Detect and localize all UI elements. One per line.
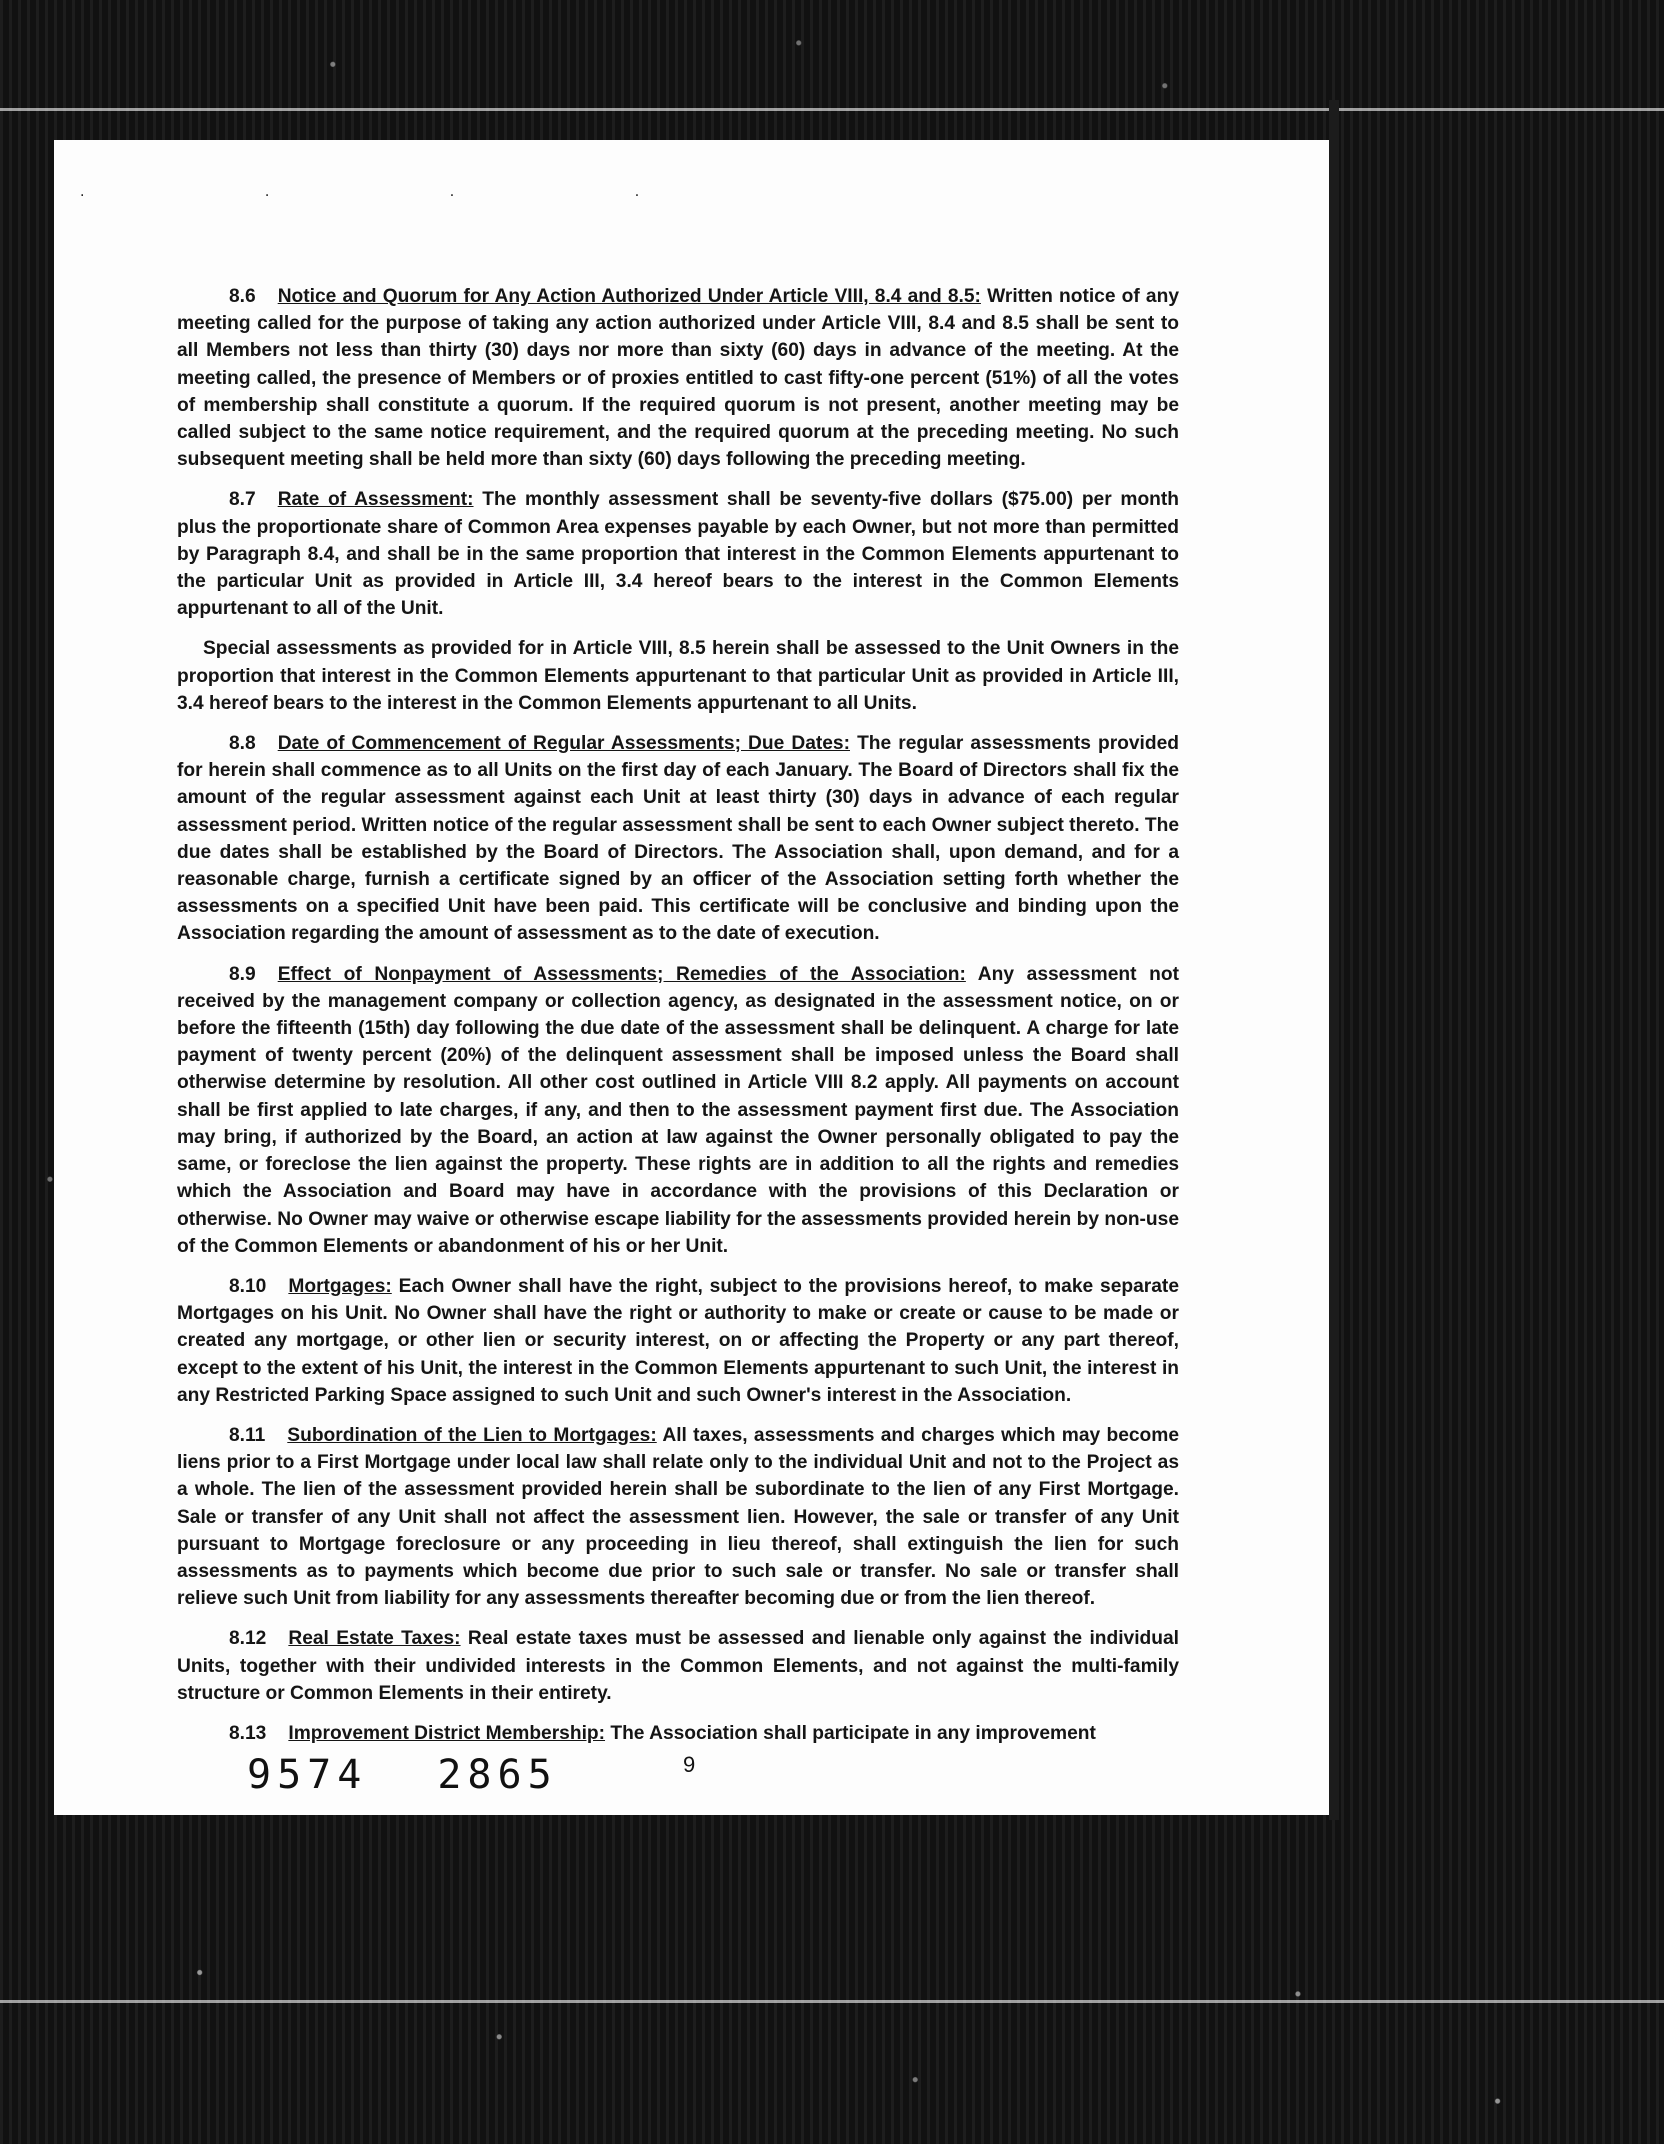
stray-marks: · · · ·	[80, 188, 728, 204]
section-text: Special assessments as provided for in Article VIII, 8.5 herein shall be assessed to the Unit Owners in the proportion that interest in the Common Elements appurtenant to that particular Unit as provided in Article III, 3.4 hereof bears to the interest in the Common Elements appurtenant to all Units.	[177, 638, 1179, 714]
page-edge-shadow	[1329, 100, 1339, 1820]
section-text: Any assessment not received by the management company or collection agency, as designated in the assessment notice, on or before the fifteenth (15th) day following the due date of the assessment shall be delinquent. A charge for late payment of twenty percent (20%) of the delinquent assessment shall be imposed unless the Board shall otherwise determine by resolution. All other cost outlined in Article VIII 8.2 apply. All payments on account shall be first applied to late charges, if any, and then to the assessment payment first due. The Association may bring, if authorized by the Board, an action at law against the Owner personally obligated to pay the same, or foreclose the lien against the property. These rights are in addition to all the rights and remedies which the Association and Board may have in accordance with the provisions of this Declaration or otherwise. No Owner may waive or otherwise escape liability for the assessments provided herein by non-use of the Common Elements or abandonment of his or her Unit.	[177, 963, 1179, 1257]
page-number: 9	[683, 1752, 696, 1777]
section-heading: Mortgages:	[288, 1275, 392, 1297]
scan-bottom-border	[0, 1818, 1664, 2144]
scan-streak	[0, 108, 1664, 111]
section-number: 8.9	[229, 963, 256, 985]
section-number: 8.6	[229, 286, 256, 307]
section-text: Each Owner shall have the right, subject to the provisions hereof, to make separate Mortgages on his Unit. No Owner shall have the right or authority to make or create or cause to be made or created any mortgage, or other lien or security interest, on or affecting the Property or any part thereof, except to the extent of his Unit, the interest in the Common Elements appurtenant to such Unit, the interest in any Restricted Parking Space assigned to such Unit and such Owner's interest in the Association.	[177, 1275, 1179, 1406]
paragraph-special-assessments	[177, 635, 1179, 717]
paragraph-8-11	[177, 1422, 1179, 1612]
section-number: 8.13	[229, 1722, 267, 1744]
section-number: 8.12	[229, 1628, 267, 1650]
section-number: 8.8	[229, 733, 256, 755]
recording-reference	[247, 1752, 628, 1798]
section-heading: Real Estate Taxes:	[288, 1628, 461, 1650]
section-text: Real estate taxes must be assessed and lienable only against the individual Units, together with their undivided interests in the Common Elements, and not against the multi-family structure or Common Elements in their entirety.	[177, 1628, 1180, 1704]
section-text: The Association shall participate in any improvement	[605, 1722, 1096, 1744]
book-number: 9574	[247, 1752, 368, 1798]
section-heading: Notice and Quorum for Any Action Authorized Under Article VIII, 8.4 and 8.5:	[277, 286, 981, 307]
paragraph-8-12	[177, 1625, 1179, 1707]
paragraph-8-7	[177, 486, 1179, 622]
section-text: The regular assessments provided for herein shall commence as to all Units on the first day of each January. The Board of Directors shall fix the amount of the regular assessment against each Unit at least thirty (30) days in advance of each regular assessment period. Written notice of the regular assessment shall be sent to each Owner subject thereto. The due dates shall be established by the Board of Directors. The Association shall, upon demand, and for a reasonable charge, furnish a certificate signed by an officer of the Association setting forth whether the assessments on a specified Unit have been paid. This certificate will be conclusive and binding upon the Association regarding the amount of assessment as to the date of execution.	[177, 733, 1180, 945]
document-body	[177, 283, 1179, 1760]
page-reference: 2865	[437, 1752, 558, 1798]
section-heading: Subordination of the Lien to Mortgages:	[287, 1424, 657, 1446]
paragraph-8-10	[177, 1273, 1179, 1409]
section-heading: Date of Commencement of Regular Assessments; Due Dates:	[277, 733, 850, 755]
paragraph-8-13	[177, 1720, 1179, 1747]
paragraph-8-6	[177, 283, 1179, 473]
section-number: 8.10	[229, 1275, 267, 1297]
paragraph-8-8	[177, 730, 1179, 948]
section-heading: Effect of Nonpayment of Assessments; Remedies of the Association:	[277, 963, 966, 985]
paragraph-8-9	[177, 961, 1179, 1260]
section-text: The monthly assessment shall be seventy-five dollars ($75.00) per month plus the proportionate share of Common Area expenses payable by each Owner, but not more than permitted by Paragraph 8.4, and shall be in the same proportion that interest in the Common Elements appurtenant to the particular Unit as provided in Article III, 3.4 hereof bears to the interest in the Common Elements appurtenant to all of the Unit.	[177, 489, 1180, 620]
section-heading: Improvement District Membership:	[288, 1722, 606, 1744]
section-text: All taxes, assessments and charges which may become liens prior to a First Mortgage under local law shall relate only to the individual Unit and not to the Project as a whole. The lien of the assessment provided herein shall be subordinate to the lien of any First Mortgage. Sale or transfer of any Unit shall not affect the assessment lien. However, the sale or transfer of any Unit pursuant to Mortgage foreclosure or any proceeding in lieu thereof, shall extinguish the lien for such assessments as to payments which become due prior to such sale or transfer. No sale or transfer shall relieve such Unit from liability for any assessments thereafter becoming due or from the lien thereof.	[177, 1424, 1179, 1610]
section-number: 8.11	[229, 1424, 266, 1446]
section-text: Written notice of any meeting called for the purpose of taking any action authorized under Article VIII, 8.4 and 8.5 shall be sent to all Members not less than thirty (30) days nor more than sixty (60) days in advance of the meeting. At the meeting called, the presence of Members or of proxies entitled to cast fifty-one percent (51%) of all the votes of membership shall constitute a quorum. If the required quorum is not present, another meeting may be called subject to the same notice requirement, and the required quorum at the preceding meeting. No such subsequent meeting shall be held more than sixty (60) days following the preceding meeting.	[177, 286, 1179, 471]
section-number: 8.7	[229, 489, 256, 511]
section-heading: Rate of Assessment:	[277, 489, 474, 511]
